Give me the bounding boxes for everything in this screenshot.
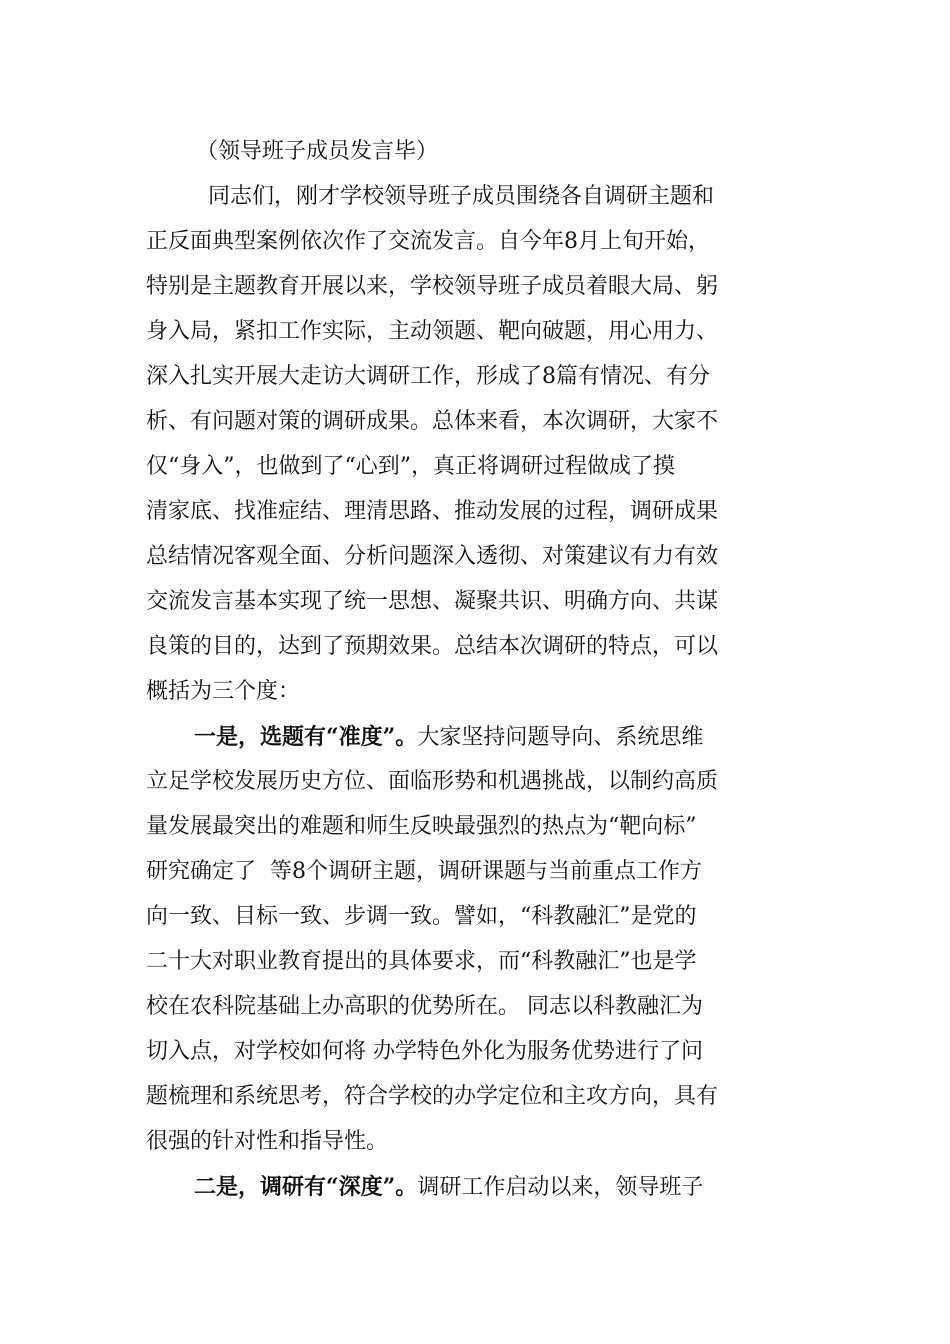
point-two-text: 调研工作启动以来，领导班子 bbox=[417, 1175, 704, 1200]
point-one-text: 大家坚持问题导向、系统思维 bbox=[417, 725, 704, 750]
text-line: 很强的针对性和指导性。 bbox=[146, 1129, 389, 1154]
text-line: 良策的目的，达到了预期效果。总结本次调研的特点，可以 bbox=[146, 634, 719, 659]
text-line: 深入扎实开展大走访大调研工作，形成了8篇有情况、有分 bbox=[146, 364, 710, 389]
text-line: 量发展最突出的难题和师生反映最强烈的热点为“靶向标” bbox=[146, 814, 697, 839]
text-line: 题梳理和系统思考，符合学校的办学定位和主攻方向，具有 bbox=[146, 1084, 719, 1109]
point-one-line bbox=[194, 719, 806, 755]
text-line: 正反面典型案例依次作了交流发言。自今年8月上旬开始， bbox=[146, 229, 710, 254]
text-line: 同志们，刚才学校领导班子成员围绕各自调研主题和 bbox=[208, 184, 715, 209]
text-line: 切入点，对学校如何将 办学特色外化为服务优势进行了问 bbox=[146, 1039, 703, 1064]
text-line: 特别是主题教育开展以来，学校领导班子成员着眼大局、躬 bbox=[146, 274, 719, 299]
text-line: 交流发言基本实现了统一思想、凝聚共识、明确方向、共谋 bbox=[146, 589, 719, 614]
text-line: 总结情况客观全面、分析问题深入透彻、对策建议有力有效 bbox=[146, 544, 719, 569]
point-two-line bbox=[194, 1169, 806, 1205]
text-line: 析、有问题对策的调研成果。总体来看，本次调研，大家不 bbox=[146, 409, 719, 434]
text-line: 校在农科院基础上办高职的优势所在。 同志以科教融汇为 bbox=[146, 994, 703, 1019]
text-line: 身入局，紧扣工作实际，主动领题、靶向破题，用心用力、 bbox=[146, 319, 719, 344]
text-line: 清家底、找准症结、理清思路、推动发展的过程，调研成果 bbox=[146, 499, 719, 524]
text-line: 仅“身入”，也做到了“心到”，真正将调研过程做成了摸 bbox=[146, 454, 675, 479]
text-line: 研究确定了 等8个调研主题，调研课题与当前重点工作方 bbox=[146, 859, 702, 884]
text-line: 立足学校发展历史方位、面临形势和机遇挑战，以制约高质 bbox=[146, 769, 719, 794]
text-line: 概括为三个度： bbox=[146, 679, 301, 704]
text-line: （领导班子成员发言毕） bbox=[196, 139, 439, 164]
point-one-heading: 一是，选题有“准度”。 bbox=[194, 724, 418, 750]
text-line: 二十大对职业教育提出的具体要求，而“科教融汇”也是学 bbox=[146, 949, 697, 974]
point-two-heading: 二是，调研有“深度”。 bbox=[194, 1174, 418, 1200]
text-line: 向一致、目标一致、步调一致。譬如，“科教融汇”是党的 bbox=[146, 904, 697, 929]
